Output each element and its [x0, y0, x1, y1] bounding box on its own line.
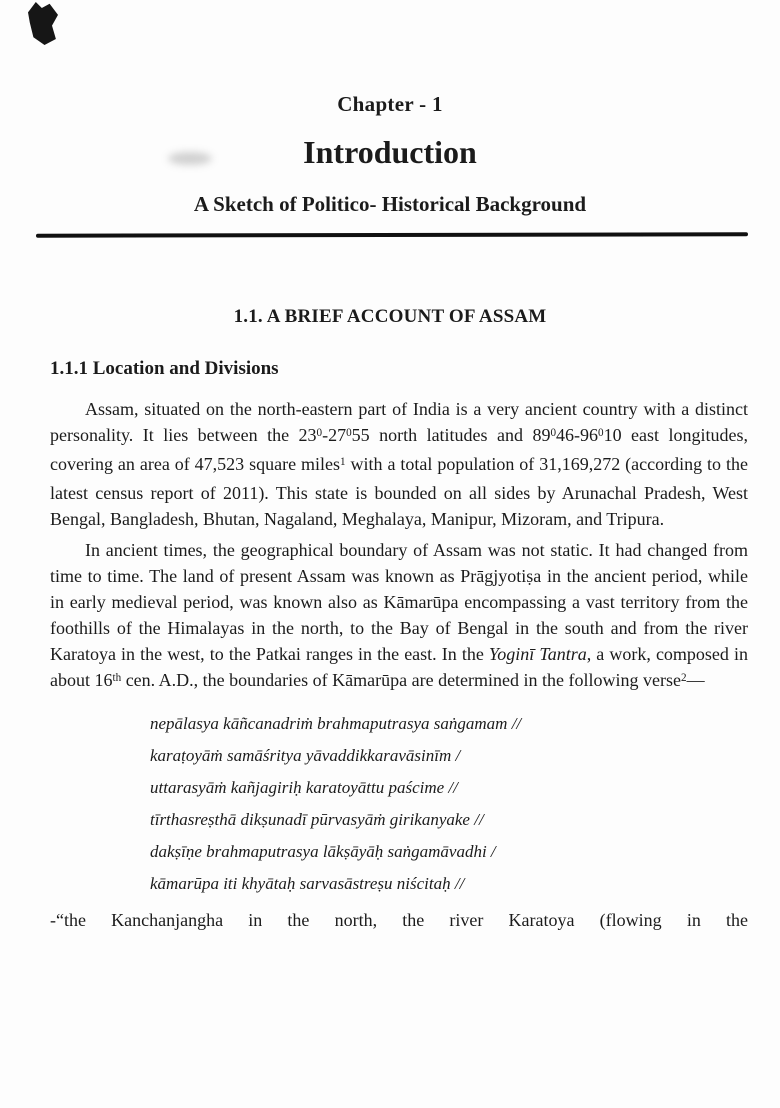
text-segment: 0 — [346, 426, 352, 439]
verse-line: tīrthasreṣthā dikṣunadī pūrvasyāṁ girikanyake // — [150, 810, 484, 829]
verse-line: kāmarūpa iti khyātaḥ sarvasāstreṣu niścitaḥ // — [150, 874, 465, 893]
text-segment: 46-96 — [556, 425, 599, 445]
text-segment: 0 — [316, 426, 323, 439]
verse-line: dakṣīṇe brahmaputrasya lākṣāyāḥ saṅgamāvadhi / — [150, 842, 496, 861]
paragraph-ancient-boundary — [50, 537, 748, 696]
section-heading: 1.1. A BRIEF ACCOUNT OF ASSAM — [233, 306, 547, 327]
text-segment: In ancient times, the geographical boundary of Assam was not static. It had changed from time to time. The land of present Assam was known as Prāgjyotiṣa in the ancient period, while in early medieval period, was known also as Kāmarūpa encompassing a vast territory from the foothills of the Himalayas in the north, to the Bay of Bengal in the south and from the river Karatoya in the west, to the Patkai ranges in the east. In the — [50, 540, 748, 664]
text-segment: Yoginī Tantra — [488, 644, 587, 664]
page-title: Introduction — [303, 134, 477, 170]
text-segment: cen. A.D., the boundaries of Kāmarūpa are determined in the following verse — [121, 670, 681, 690]
header-divider-rule — [36, 232, 748, 237]
verse-line: nepālasya kāñcanadriṁ brahmaputrasya saṅgamam // — [150, 714, 522, 733]
text-segment: -27 — [322, 425, 347, 445]
sanskrit-verse-block — [150, 708, 748, 900]
text-segment: — — [686, 670, 705, 690]
text-segment: Assam, situated on the north-eastern part of India is a very ancient country with a distinct personality. It lies between the 23 — [50, 399, 748, 445]
text-segment: 10 east longitudes, covering an area of 47,523 square miles — [50, 425, 748, 474]
subsection-heading: 1.1.1 Location and Divisions — [50, 358, 279, 379]
scan-ink-mark — [28, 2, 58, 45]
text-segment: , a work, composed in about 16 — [50, 644, 749, 690]
text-segment: th — [112, 671, 122, 684]
page-subtitle: A Sketch of Politico- Historical Background — [193, 192, 587, 216]
text-segment: 2 — [681, 671, 687, 684]
text-segment: 0 — [598, 426, 604, 439]
text-segment: 0 — [550, 426, 557, 439]
text-segment: 1 — [340, 455, 346, 468]
verse-line: karaṭoyāṁ samāśritya yāvaddikkaravāsinīm / — [150, 746, 461, 765]
text-segment: 55 north latitudes and 89 — [351, 425, 551, 445]
text-segment: with a total population of 31,169,272 (according to the latest census report of 2011). This state is bounded on all sides by Arunachal Pradesh, West Bengal, Bangladesh, Bhutan, Nagaland, Meghalaya, Manipur, Mizoram, and Tripura. — [50, 454, 748, 529]
verse-translation-opening-line: -“the Kanchanjangha in the north, the river Karatoya (flowing in the — [50, 910, 748, 930]
verse-line: uttarasyāṁ kañjagiriḥ karatoyāttu paścime // — [150, 778, 458, 797]
chapter-label: Chapter - 1 — [337, 92, 443, 116]
paragraph-location-divisions — [50, 396, 748, 532]
body-text-column — [50, 396, 748, 933]
